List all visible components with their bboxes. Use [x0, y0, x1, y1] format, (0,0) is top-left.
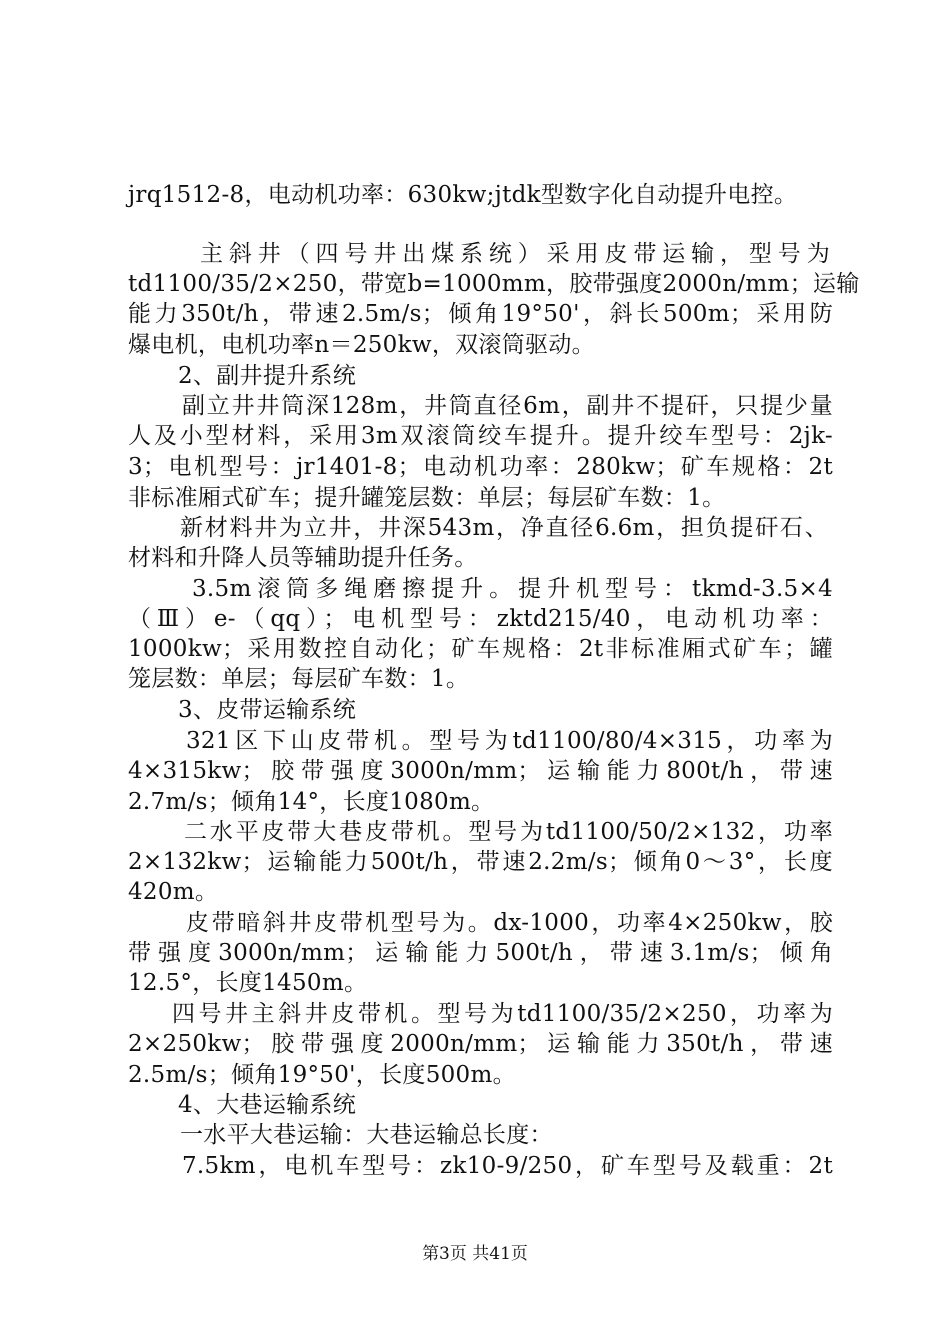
page-footer: 第3页 共41页: [422, 1244, 528, 1264]
text-line: 3；电机型号：jr1401-8；电动机功率：280kw；矿车规格：2t: [128, 454, 833, 480]
text-line: 一水平大巷运输：大巷运输总长度：: [180, 1122, 553, 1148]
text-line: 二水平皮带大巷皮带机。型号为td1100/50/2×132，功率: [184, 819, 833, 845]
text-line: 材料和升降人员等辅助提升任务。: [128, 545, 478, 571]
text-line: 12.5°，长度1450m。: [128, 970, 368, 996]
text-line: 1000kw；采用数控自动化；矿车规格：2t非标准厢式矿车；罐: [128, 636, 833, 662]
text-line: 420m。: [128, 879, 219, 905]
text-line: 321区下山皮带机。型号为td1100/80/4×315，功率为: [186, 728, 833, 754]
text-line: 2×250kw；胶带强度2000n/mm；运输能力350t/h，带速: [128, 1031, 833, 1057]
text-line: 副立井井筒深128m，井筒直径6m，副井不提矸，只提少量: [182, 393, 833, 419]
text-line: 2.7m/s；倾角14°，长度1080m。: [128, 789, 495, 815]
text-line: （Ⅲ）e-（qq）；电机型号：zktd215/40，电动机功率：: [128, 606, 833, 632]
text-line: 非标准厢式矿车；提升罐笼层数：单层；每层矿车数：1。: [128, 485, 726, 511]
text-line: 主斜井（四号井出煤系统）采用皮带运输，型号为: [200, 241, 830, 267]
text-line: 2×132kw；运输能力500t/h，带速2.2m/s；倾角0～3°，长度: [128, 849, 833, 875]
text-line: 新材料井为立井，井深543m，净直径6.6m，担负提矸石、: [180, 515, 828, 541]
text-line: 带强度3000n/mm；运输能力500t/h，带速3.1m/s；倾角: [128, 940, 833, 966]
section-heading: 2、副井提升系统: [178, 363, 357, 389]
text-line: 能力350t/h，带速2.5m/s；倾角19°50'，斜长500m；采用防: [128, 301, 833, 327]
text-line: 4×315kw；胶带强度3000n/mm；运输能力800t/h，带速: [128, 758, 833, 784]
text-line: td1100/35/2×250，带宽b=1000mm，胶带强度2000n/mm；运输: [128, 271, 860, 297]
text-line: 爆电机，电机功率n＝250kw，双滚筒驱动。: [128, 332, 595, 358]
text-line: jrq1512-8，电动机功率：630kw;jtdk型数字化自动提升电控。: [128, 182, 798, 208]
text-line: 四号井主斜井皮带机。型号为td1100/35/2×250，功率为: [172, 1001, 833, 1027]
text-line: 笼层数：单层；每层矿车数：1。: [128, 666, 470, 692]
text-line: 人及小型材料，采用3m双滚筒绞车提升。提升绞车型号：2jk-: [128, 423, 833, 449]
text-line: 3.5m滚筒多绳磨擦提升。提升机型号：tkmd-3.5×4: [192, 576, 833, 602]
text-line: 皮带暗斜井皮带机型号为。dx-1000，功率4×250kw，胶: [186, 910, 833, 936]
text-line: 7.5km，电机车型号：zk10-9/250，矿车型号及载重：2t: [182, 1153, 833, 1179]
text-line: 2.5m/s；倾角19°50'，长度500m。: [128, 1062, 516, 1088]
section-heading: 3、皮带运输系统: [178, 697, 357, 723]
section-heading: 4、大巷运输系统: [178, 1092, 357, 1118]
